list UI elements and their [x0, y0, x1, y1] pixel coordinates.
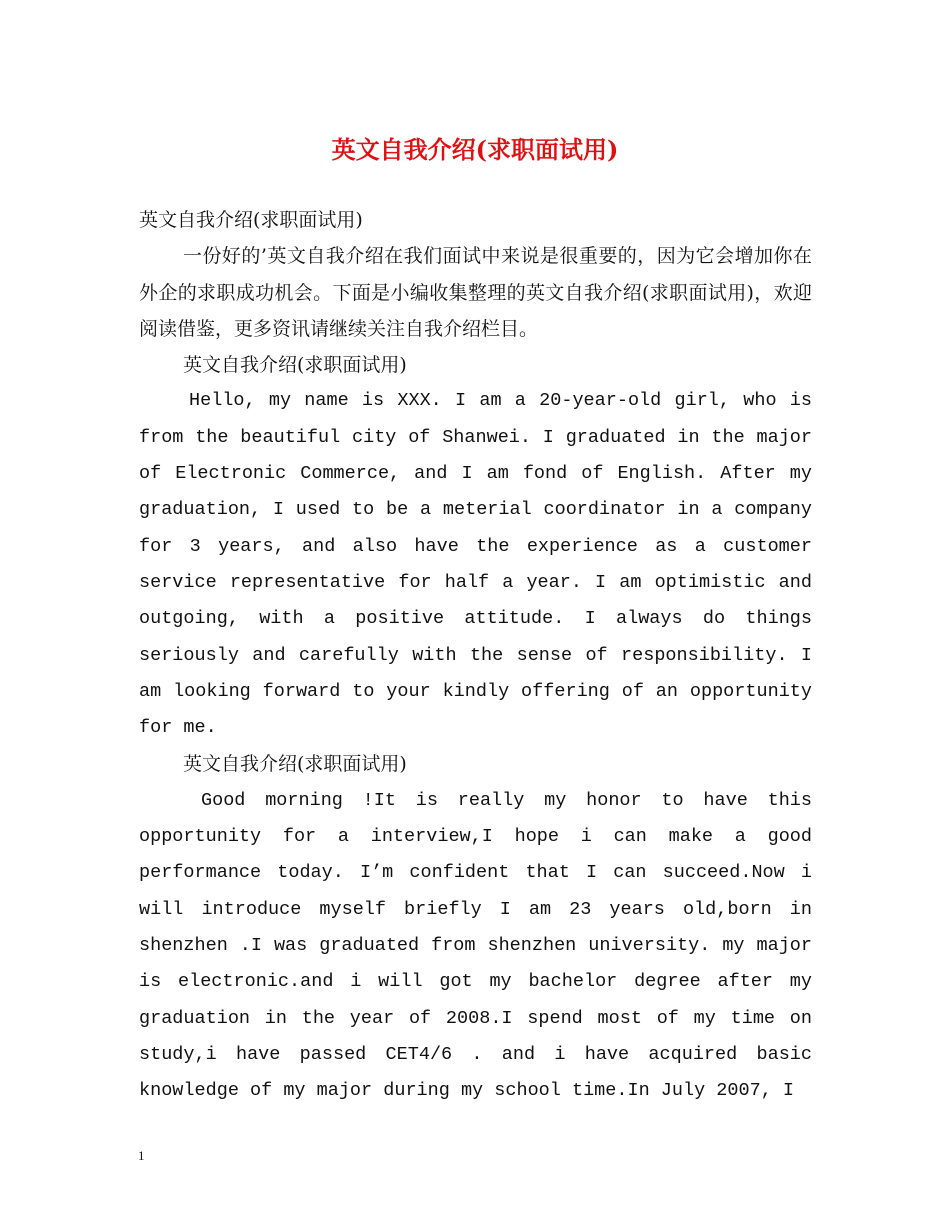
- section1-heading: 英文自我介绍(求职面试用): [183, 354, 407, 377]
- page-number: 1: [138, 1148, 145, 1163]
- document-body: [139, 202, 812, 1109]
- section2-heading: 英文自我介绍(求职面试用): [183, 753, 407, 776]
- intro-paragraph: 一份好的’英文自我介绍在我们面试中来说是很重要的，因为它会增加你在外企的求职成功机会。下面是小编收集整理的英文自我介绍(求职面试用)，欢迎阅读借鉴，更多资讯请继续关注自我介绍栏目。: [139, 245, 812, 340]
- heading: 英文自我介绍(求职面试用): [139, 209, 363, 231]
- document-title: 英文自我介绍(求职面试用): [331, 135, 619, 164]
- section2-paragraph: Good morning !It is really my honor to have this opportunity for a interview,I hope i can make a good performance today. I’m confident that I can succeed.Now i will introduce myself briefly I am 23 years old,born in shenzhen .I was graduated from shenzhen university. my major is electronic.and i will got my bachelor degree after my graduation in the year of 2008.I spend most of my time on study,i have passed CET4/6 . and i have acquired basic knowledge of my major during my school time.In July 2007, I: [139, 789, 812, 1102]
- section1-paragraph: Hello, my name is XXX. I am a 20-year-old girl, who is from the beautiful city of Shanwei. I graduated in the major of Electronic Commerce, and I am fond of English. After my graduation, I used to be a meterial coordinator in a company for 3 years, and also have the experience as a customer service representative for half a year. I am optimistic and outgoing, with a positive attitude. I always do things seriously and carefully with the sense of responsibility. I am looking forward to your kindly offering of an opportunity for me.: [139, 390, 812, 739]
